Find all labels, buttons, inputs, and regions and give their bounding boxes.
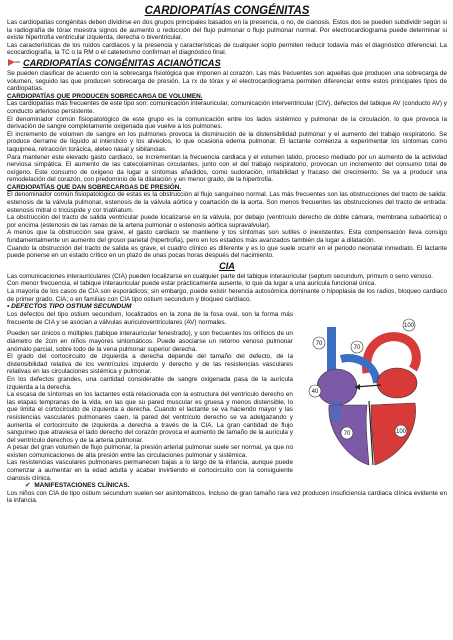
- ostium-paragraph-1: Los defectos del tipo ostium secundum, localizados en la zona de la fosa oval, son la forma más frecuente de CIA y se asocian a válvulas auriculoventriculares (AV) normales.: [7, 311, 293, 326]
- cia-paragraph-1: Las comunicaciones interauriculares (CIA) pueden localizarse en cualquier parte del tabique interauricular (septum secundum, primum o seno venoso.: [7, 272, 433, 280]
- manifestaciones-text: MANIFESTACIONES CLÍNICAS.: [34, 482, 130, 490]
- volumen-paragraph-2: El denominador común fisiopatológico de este grupo es la comunicación entre los lados sistémico y pulmonar de la circulación, lo que provoca la derivación de sangre completamente oxigenada que vuelve a los pulmones.: [7, 115, 447, 131]
- cia-paragraph-3: La mayoría de los casos de CIA son esporádicos; sin embargo, puede existir herencia autosómica dominante o hipoplasia de los radios, bloqueo cardiaco de primer grado, CIA; o en familias con CIA tipo ostium secundum y bloqueo cardíaco.: [7, 288, 447, 303]
- presion-paragraph-4: Cuando la obstrucción del tracto de salida es grave, el cuadro clínico es diferente y es lo que suele ocurrir en el periodo neonatal inmediato. El lactante puede ponerse en un estado crítico en un plazo de unas pocas horas después del nacimiento.: [7, 244, 447, 260]
- manifestaciones-heading: [7, 482, 447, 490]
- intro-paragraph-1: Las cardiopatías congénitas deben dividirse en dos grupos principales basados en la presencia, o no, de cianosis. Estos dos se pueden subdividir según si la radiografía de tórax muestra signos de aumento o reducción del flujo pulmonar o flujo pulmonar normal. Por electrocardiograma puede determinar si existe hipertrofia ventricular izquierda, derecha o biventricular.: [7, 19, 447, 42]
- page-title: CARDIOPATÍAS CONGÉNITAS: [144, 5, 310, 17]
- intro-paragraph-2: Las características de los ruidos cardiacos y la presencia y características de cualquier soplo permiten reducir todavía más el diagnóstico diferencial. La ecocardiografía, la TC o la RM o el cateterismo confirman el diagnóstico final.: [7, 41, 447, 57]
- cia-paragraph-2: Con menor frecuencia, el tabique interauricular puede estar prácticamente ausente, lo que da lugar a una aurícula funcional única.: [7, 280, 377, 288]
- subtitle-acianoticas-text: CARDIOPATÍAS CONGÉNITAS ACIANÓTICAS: [23, 57, 221, 68]
- label-pulmonary: 70: [353, 345, 361, 352]
- label-aorta: 100: [403, 323, 415, 330]
- label-svc: 70: [315, 341, 323, 348]
- label-right-ventricle: 70: [343, 431, 351, 438]
- heart-diagram: [297, 313, 447, 471]
- checkmark-icon: ✔: [25, 482, 31, 490]
- section-volumen: CARDIOPATÍAS QUE PRODUCEN SOBRECARGA DE VOLUMEN.: [7, 92, 203, 100]
- ostium-paragraph-2: Pueden ser únicos o múltiples (tabique interauricular fenestrado), y son frecuentes los orificios de un diámetro de 2cm en niños mayores sintomáticos. Puede asociarse un retorno venoso pulmonar anómalo parcial, sobre todo de la vena pulmonar superior derecha.: [7, 330, 293, 353]
- subtitle-acianoticas: [7, 58, 447, 69]
- presion-paragraph-2: La obstrucción del tracto de salida ventricular puede localizarse en la válvula, por debajo (ventrículo derecho de doble cámara, membrana subaórtica) o por encima (estenosis de las ramas de la arteria pulmonar o estenosis aórtica supravalvular).: [7, 214, 447, 229]
- bullet-ostium-secundum: • DEFECTOS TIPO OSTIUM SECUNDUM: [7, 303, 132, 311]
- presion-paragraph-3: A menos que la obstrucción sea grave, el gasto cardiaco se mantiene y los síntomas son sutiles o inexistentes. Esta compensación lleva consigo fundamentalmente un aumento del grosor parietal (hipertrofia), pero en los estadios más avanzados también da lugar a dilatación.: [7, 229, 447, 245]
- ostium-paragraph-5: La escasa de síntomas en los lactantes está relacionada con la estructura del ventrículo derecho en las etapas tempranas de la vida, en las que su pared muscular es gruesa y menos distensible, lo que limita el cortocircuito de izquierda a derecha. Cuando el lactante se va haciendo mayor y las resistencias vasculares pulmonares caen, la pared del ventrículo derecho se va adelgazando y aumenta el cortocircuito de izquierda a derecha a través de la CIA. La gran cantidad de flujo sanguíneo que atraviesa el lado derecho del corazón provoca el aumento de tamaño de la aurícula y del ventrículo derechos y de la arteria pulmonar.: [7, 391, 293, 444]
- label-right-atrium: 40: [311, 389, 319, 396]
- subtitle-cia: CIA: [219, 260, 235, 271]
- final-paragraph: Los niños con CIA de tipo ostium secundum suelen ser asintomáticos. Incluso de gran tamaño rara vez producen insuficiencia cardiaca clínica evidente en la infancia.: [7, 489, 447, 505]
- ostium-paragraph-3: El grado del cortocircuito de izquierda a derecha depende del tamaño del defecto, de la distensibilidad relativa de los ventrículos izquierdo y derecho y de las resistencias vasculares relativas en las circulaciones sistémica y pulmonar.: [7, 353, 293, 376]
- document-page: [7, 4, 447, 505]
- pin-icon: [7, 58, 21, 67]
- ostium-paragraph-6: A pesar del gran volumen de flujo pulmonar, la presión arterial pulmonar suele ser normal, ya que no existen comunicaciones de alta presión entre las circulaciones pulmonar y sistémica.: [7, 444, 293, 459]
- ostium-paragraph-7: Las resistencias vasculares pulmonares permanecen bajas a lo largo de la infancia, aunque puede comenzar a aumentar en la edad adulta y acabar invirtiendo el cortocircuito con la consiguiente cianosis clínica.: [7, 459, 293, 482]
- volumen-paragraph-1: Las cardiopatías más frecuentes de este tipo son: comunicación interauricular, comunicación interventricular (CIV), defectos del tabique AV (conducto AV) y conducto arterioso persistente.: [7, 100, 447, 115]
- acianoticas-intro: Se pueden clasificar de acuerdo con la sobrecarga fisiológica que imponen al corazón. Las más frecuentes son aquellas que producen una sobrecarga de volumen, seguido las que producen sobrecarga de presión. La rx de tórax y el electrocardiograma permiten diferenciar entre estos principales tipos de cardiopatías.: [7, 69, 447, 93]
- section-presion: CARDIOPATÍAS QUE DAN SOBRECARGAS DE PRESIÓN.: [7, 183, 182, 191]
- presion-paragraph-1: El denominador común fisiopatológico de estas es la obstrucción al flujo sanguíneo normal. Las más frecuentes son las obstrucciones del tracto de salida: estenosis de la válvula pulmonar, estenosis de la válvula aórtica y coartación de la aorta. Son menos frecuentes las obstrucciones del tracto de entrada: estenosis mitral o tricúspide y cor triatriatum.: [7, 191, 447, 214]
- volumen-paragraph-4: Para mantener este elevado gasto cardiaco, se incrementan la frecuencia cardiaca y el volumen latido, proceso mediado por un aumento de la actividad nerviosa simpática. El aumento de las catecolaminas circulantes, junto con el del trabajo respiratorio, provocan un incremento del consumo total de oxígeno. Este consumo de oxígeno da lugar a síntomas añadidos, como sudoración, irritabilidad y fracaso del crecimiento. Se va a producir una remodelación del corazón, con predominio de la dilatación y en menor grado, de la hipertrofia.: [7, 153, 447, 184]
- label-left-ventricle: 100: [395, 429, 407, 436]
- ostium-paragraph-4: En los defectos grandes, una cantidad considerable de sangre oxigenada pasa de la aurícula izquierda a la derecha.: [7, 375, 293, 391]
- volumen-paragraph-3: El incremento de volumen de sangre en los pulmones provoca la disminución de la distensibilidad pulmonar y el aumento del trabajo respiratorio. Se produce derrame de líquido al intersticio y los alveolos, lo que ocasiona edema pulmonar. El lactante comienza a experimentar los síntomas como taquipnea, retracción torácica, aleteo nasal y sibilancias.: [7, 130, 447, 153]
